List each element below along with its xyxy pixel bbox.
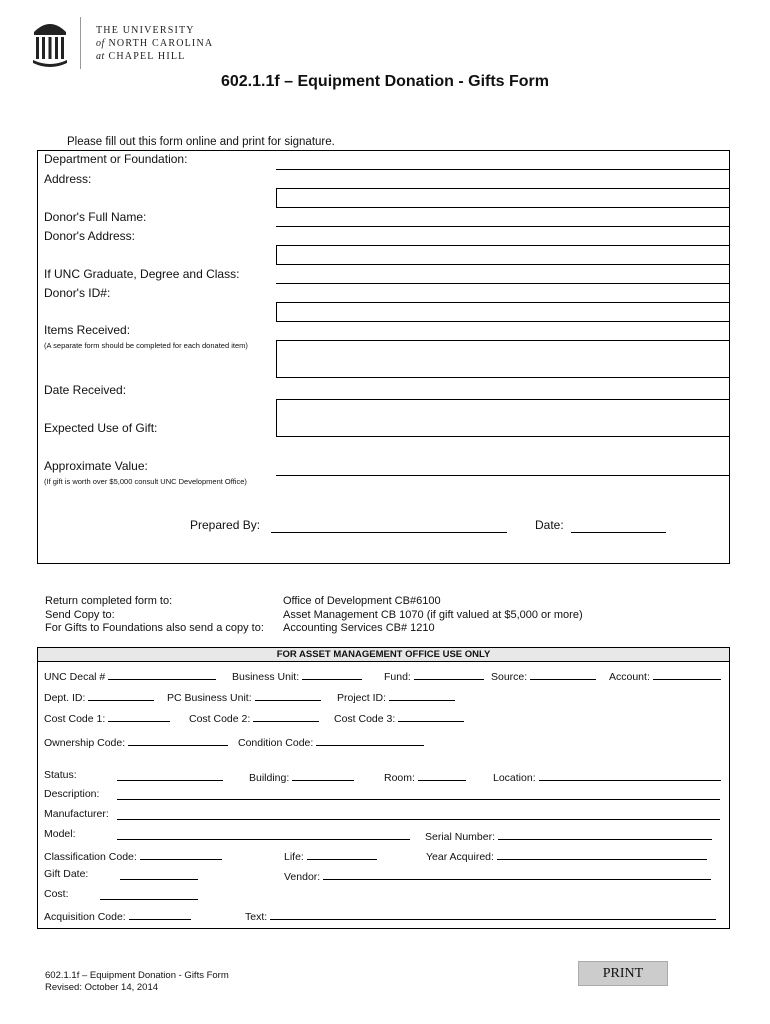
building-field[interactable] — [292, 769, 354, 781]
cost-code-2-field[interactable] — [253, 710, 319, 722]
date-received-field[interactable] — [276, 399, 730, 437]
prepared-by-label: Prepared By: — [190, 518, 261, 532]
fund-field[interactable] — [414, 668, 484, 680]
logo-line-1: THE UNIVERSITY — [96, 25, 195, 36]
form-instructions: Please fill out this form online and print for signature. — [67, 136, 335, 148]
classification-code-label: Classification Code: — [44, 851, 137, 863]
text-label: Text: — [245, 911, 268, 923]
return-value: Office of Development CB#6100 — [283, 595, 441, 607]
cost-code-1-label: Cost Code 1: — [44, 713, 106, 725]
room-label: Room: — [384, 772, 415, 784]
donor-address-label: Donor's Address: — [44, 229, 136, 243]
asset-section-heading: FOR ASSET MANAGEMENT OFFICE USE ONLY — [37, 647, 730, 662]
approx-value-label: Approximate Value: — [44, 459, 148, 473]
pc-business-unit-label: PC Business Unit: — [167, 692, 252, 704]
foundation-label: For Gifts to Foundations also send a copy to: — [45, 622, 264, 634]
copy-value: Asset Management CB 1070 (if gift valued at $5,000 or more) — [283, 608, 583, 621]
cost-code-2-label: Cost Code 2: — [189, 713, 251, 725]
year-acquired-field[interactable] — [497, 848, 707, 860]
status-label: Status: — [44, 769, 77, 781]
unc-decal-field[interactable] — [108, 668, 216, 680]
unc-graduate-label: If UNC Graduate, Degree and Class: — [44, 267, 240, 281]
donor-id-label: Donor's ID#: — [44, 286, 111, 300]
logo-divider — [80, 17, 81, 69]
dept-id-label: Dept. ID: — [44, 692, 86, 704]
department-label: Department or Foundation: — [44, 152, 188, 166]
room-field[interactable] — [418, 769, 466, 781]
condition-code-field[interactable] — [316, 734, 424, 746]
asset-row-1 — [44, 668, 216, 683]
foundation-value: Accounting Services CB# 1210 — [283, 622, 435, 634]
description-field[interactable] — [117, 788, 720, 800]
serial-number-field[interactable] — [498, 828, 712, 840]
account-field[interactable] — [653, 668, 721, 680]
model-field[interactable] — [117, 828, 410, 840]
serial-number-label: Serial Number: — [425, 831, 496, 843]
vendor-field[interactable] — [323, 868, 711, 880]
cost-field[interactable] — [100, 888, 198, 900]
location-label: Location: — [493, 772, 536, 784]
return-label: Return completed form to: — [45, 595, 173, 607]
unc-decal-label: UNC Decal # — [44, 671, 106, 683]
logo-of: of — [96, 38, 105, 49]
acquisition-code-field[interactable] — [129, 908, 191, 920]
vendor-label: Vendor: — [284, 871, 321, 883]
manufacturer-field[interactable] — [117, 808, 720, 820]
donor-address-field[interactable] — [276, 245, 730, 265]
date-received-label: Date Received: — [44, 383, 127, 397]
cost-code-1-field[interactable] — [108, 710, 170, 722]
fund-label: Fund: — [384, 671, 411, 683]
logo-line-3: CHAPEL HILL — [108, 51, 186, 62]
donor-id-field[interactable] — [276, 302, 730, 322]
building-label: Building: — [249, 772, 290, 784]
condition-code-label: Condition Code: — [238, 737, 314, 749]
approx-value-note: (If gift is worth over $5,000 consult UNC Development Office) — [44, 477, 247, 486]
unc-logo — [30, 18, 70, 68]
items-received-note: (A separate form should be completed for each donated item) — [44, 341, 248, 350]
text-field[interactable] — [270, 908, 716, 920]
business-unit-field[interactable] — [302, 668, 362, 680]
gift-date-label: Gift Date: — [44, 868, 89, 880]
account-label: Account: — [609, 671, 650, 683]
department-field[interactable] — [276, 169, 730, 170]
date-field[interactable] — [571, 532, 666, 533]
cost-code-3-label: Cost Code 3: — [334, 713, 396, 725]
manufacturer-label: Manufacturer: — [44, 808, 109, 820]
gift-date-field[interactable] — [120, 868, 198, 880]
cost-code-3-field[interactable] — [398, 710, 464, 722]
business-unit-label: Business Unit: — [232, 671, 300, 683]
acquisition-code-label: Acquisition Code: — [44, 911, 126, 923]
approx-value-field[interactable] — [276, 475, 730, 476]
classification-code-field[interactable] — [140, 848, 222, 860]
cost-label: Cost: — [44, 888, 69, 900]
routing-values — [283, 595, 583, 636]
status-field[interactable] — [117, 769, 223, 781]
address-field[interactable] — [276, 188, 730, 208]
address-label: Address: — [44, 172, 92, 186]
life-field[interactable] — [307, 848, 377, 860]
life-label: Life: — [284, 851, 304, 863]
model-label: Model: — [44, 828, 76, 840]
form-title: 602.1.1f – Equipment Donation - Gifts Form — [220, 73, 550, 90]
pc-business-unit-field[interactable] — [255, 689, 321, 701]
ownership-code-label: Ownership Code: — [44, 737, 126, 749]
footer-revised: Revised: October 14, 2014 — [45, 982, 159, 993]
logo-line-2: NORTH CAROLINA — [108, 38, 214, 49]
items-received-label: Items Received: — [44, 323, 131, 337]
ownership-code-field[interactable] — [128, 734, 228, 746]
expected-use-label: Expected Use of Gift: — [44, 421, 158, 435]
location-field[interactable] — [539, 769, 721, 781]
date-label: Date: — [535, 518, 564, 532]
footer — [45, 970, 229, 994]
old-well-icon — [30, 18, 70, 68]
footer-form-id: 602.1.1f – Equipment Donation - Gifts Form — [45, 970, 229, 981]
year-acquired-label: Year Acquired: — [426, 851, 494, 863]
print-button[interactable]: PRINT — [578, 961, 668, 986]
project-id-label: Project ID: — [337, 692, 387, 704]
donor-name-label: Donor's Full Name: — [44, 210, 147, 224]
description-label: Description: — [44, 788, 100, 800]
copy-label: Send Copy to: — [45, 608, 115, 621]
items-received-field[interactable] — [276, 340, 730, 378]
university-name — [96, 24, 213, 63]
donor-name-field[interactable] — [276, 226, 730, 227]
source-label: Source: — [491, 671, 528, 683]
logo-at: at — [96, 51, 105, 62]
source-field[interactable] — [530, 668, 596, 680]
unc-graduate-field[interactable] — [276, 283, 730, 284]
prepared-by-field[interactable] — [271, 532, 507, 533]
routing-labels — [45, 595, 264, 636]
dept-id-field[interactable] — [88, 689, 154, 701]
project-id-field[interactable] — [389, 689, 455, 701]
